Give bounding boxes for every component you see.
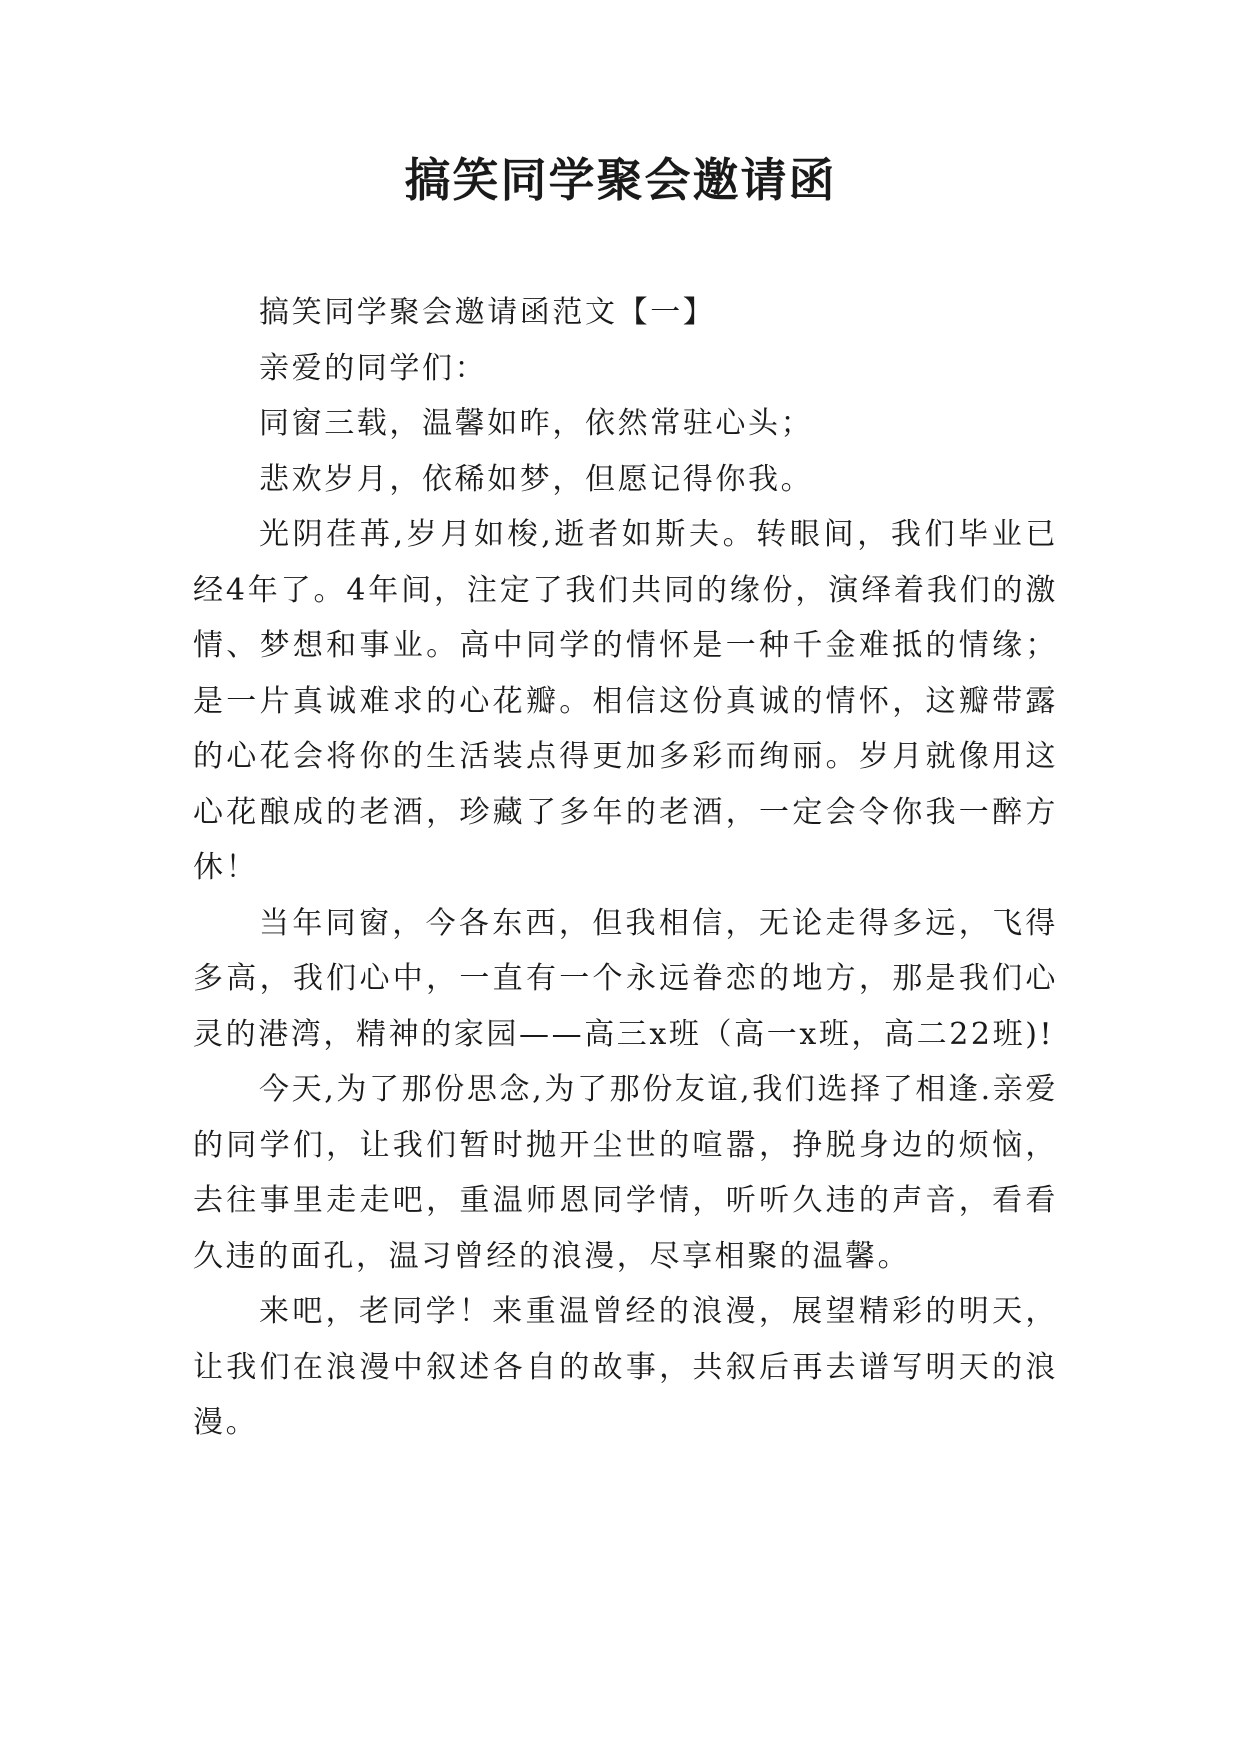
paragraph-verse-2: 悲欢岁月，依稀如梦，但愿记得你我。	[259, 461, 814, 497]
document-title: 搞笑同学聚会邀请函	[404, 153, 837, 207]
paragraph-salutation: 亲爱的同学们：	[259, 350, 488, 386]
paragraph-heading: 搞笑同学聚会邀请函范文【一】	[259, 295, 716, 330]
paragraph-body-1: 光阴荏苒,岁月如梭,逝者如斯夫。转眼间，我们毕业已经4年了。4年间，注定了我们共同的缘份，演绎着我们的激情、梦想和事业。高中同学的情怀是一种千金难抵的情缘；是一片真诚难求的心花瓣。相信这份真诚的情怀，这瓣带露的心花会将你的生活装点得更加多彩而绚丽。岁月就像用这心花酿成的老酒，珍藏了多年的老酒，一定会令你我一醉方休！	[193, 517, 1058, 885]
paragraph-body-3: 今天,为了那份思念,为了那份友谊,我们选择了相逢.亲爱的同学们，让我们暂时抛开尘世的喧嚣，挣脱身边的烦恼，去往事里走走吧，重温师恩同学情，听听久违的声音，看看久违的面孔，温习曾经的浪漫，尽享相聚的温馨。	[193, 1072, 1058, 1274]
paragraph-body-4: 来吧，老同学！来重温曾经的浪漫，展望精彩的明天，让我们在浪漫中叙述各自的故事，共叙后再去谱写明天的浪漫。	[193, 1294, 1058, 1440]
paragraph-body-2: 当年同窗，今各东西，但我相信，无论走得多远，飞得多高，我们心中，一直有一个永远眷恋的地方，那是我们心灵的港湾，精神的家园——高三x班（高一x班，高二22班)!	[193, 905, 1058, 1052]
document-body	[193, 285, 1058, 1451]
paragraph-verse-1: 同窗三载，温馨如昨，依然常驻心头；	[259, 406, 814, 441]
